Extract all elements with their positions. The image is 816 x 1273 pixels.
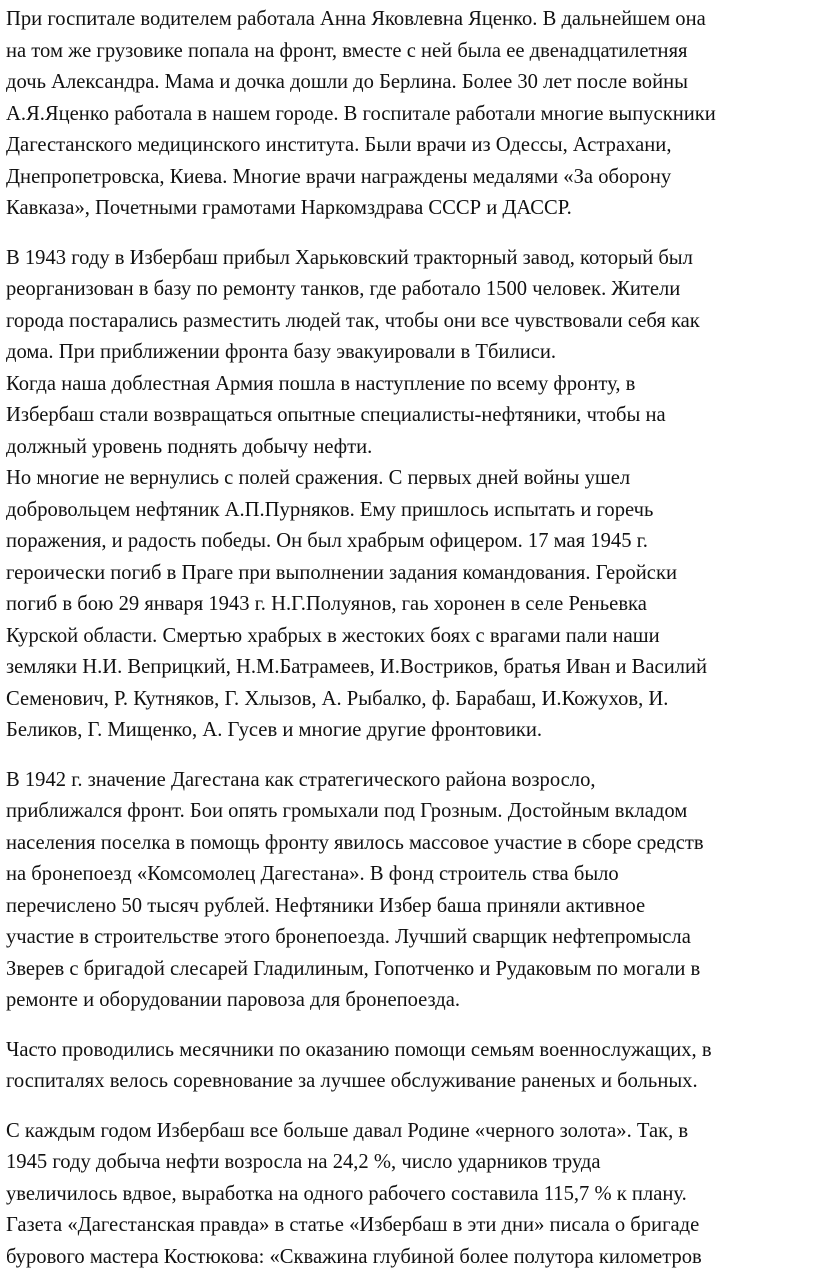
text-line: поражения, и радость победы. Он был храбрым офицером. 17 мая 1945 г.: [6, 526, 810, 558]
text-line: Дагестанского медицинского института. Были врачи из Одессы, Астрахани,: [6, 130, 810, 162]
text-line: населения поселка в помощь фронту явилось массовое участие в сборе средств: [6, 828, 810, 860]
paragraph-offensive: [6, 369, 810, 464]
text-line: Когда наша доблестная Армия пошла в наступление по всему фронту, в: [6, 369, 810, 401]
text-line: Кавказа», Почетными грамотами Наркомздрава СССР и ДАССР.: [6, 193, 810, 225]
paragraph-tractor-plant: [6, 243, 810, 369]
text-line: госпиталях велось соревнование за лучшее обслуживание раненых и больных.: [6, 1066, 810, 1098]
text-line: добровольцем нефтяник А.П.Пурняков. Ему пришлось испытать и горечь: [6, 495, 810, 527]
text-line: 1945 году добыча нефти возросла на 24,2 %, число ударников труда: [6, 1147, 810, 1179]
paragraph-oil-output: [6, 1116, 810, 1273]
text-line: Газета «Дагестанская правда» в статье «Избербаш в эти дни» писала о бригаде: [6, 1210, 810, 1242]
text-line: В 1943 году в Избербаш прибыл Харьковский тракторный завод, который был: [6, 243, 810, 275]
text-line: Курской области. Смертью храбрых в жестоких боях с врагами пали наши: [6, 621, 810, 653]
text-line: Беликов, Г. Мищенко, А. Гусев и многие другие фронтовики.: [6, 715, 810, 747]
text-line: дома. При приближении фронта базу эвакуировали в Тбилиси.: [6, 337, 810, 369]
text-line: города постарались разместить людей так, чтобы они все чувствовали себя как: [6, 306, 810, 338]
text-line: ремонте и оборудовании паровоза для бронепоезда.: [6, 985, 810, 1017]
text-line: А.Я.Яценко работала в нашем городе. В госпитале работали многие выпускники: [6, 99, 810, 131]
text-line: Избербаш стали возвращаться опытные специалисты-нефтяники, чтобы на: [6, 400, 810, 432]
text-line: Зверев с бригадой слесарей Гладилиным, Гопотченко и Рудаковым по могали в: [6, 954, 810, 986]
text-line: дочь Александра. Мама и дочка дошли до Берлина. Более 30 лет после войны: [6, 67, 810, 99]
text-line: перечислено 50 тысяч рублей. Нефтяники Избер баша приняли активное: [6, 891, 810, 923]
text-line: героически погиб в Праге при выполнении задания командования. Геройски: [6, 558, 810, 590]
text-line: реорганизован в базу по ремонту танков, где работало 1500 человек. Жители: [6, 274, 810, 306]
text-line: Семенович, Р. Кутняков, Г. Хлызов, А. Рыбалко, ф. Барабаш, И.Кожухов, И.: [6, 684, 810, 716]
text-line: участие в строительстве этого бронепоезда. Лучший сварщик нефтепромысла: [6, 922, 810, 954]
text-line: на бронепоезд «Комсомолец Дагестана». В фонд строитель ства было: [6, 859, 810, 891]
text-line: увеличилось вдвое, выработка на одного рабочего составила 115,7 % к плану.: [6, 1179, 810, 1211]
text-line: погиб в бою 29 января 1943 г. Н.Г.Полуянов, гаь хоронен в селе Реньевка: [6, 589, 810, 621]
text-line: земляки Н.И. Веприцкий, Н.М.Батрамеев, И.Востриков, братья Иван и Василий: [6, 652, 810, 684]
text-line: бурового мастера Костюкова: «Скважина глубиной более полутора километров: [6, 1242, 810, 1273]
text-line: В 1942 г. значение Дагестана как стратегического района возросло,: [6, 765, 810, 797]
text-line: Но многие не вернулись с полей сражения. С первых дней войны ушел: [6, 463, 810, 495]
text-line: При госпитале водителем работала Анна Яковлевна Яценко. В дальнейшем она: [6, 4, 810, 36]
text-line: Часто проводились месячники по оказанию помощи семьям военнослужащих, в: [6, 1035, 810, 1067]
text-line: должный уровень поднять добычу нефти.: [6, 432, 810, 464]
paragraph-fallen: [6, 463, 810, 747]
text-line: Днепропетровска, Киева. Многие врачи награждены медалями «За оборону: [6, 162, 810, 194]
text-line: на том же грузовике попала на фронт, вместе с ней была ее двенадцатилетняя: [6, 36, 810, 68]
paragraph-hospital: [6, 4, 810, 225]
text-line: С каждым годом Избербаш все больше давал Родине «черного золота». Так, в: [6, 1116, 810, 1148]
text-line: приближался фронт. Бои опять громыхали под Грозным. Достойным вкладом: [6, 796, 810, 828]
paragraph-monthly-aid: [6, 1035, 810, 1098]
paragraph-armored-train: [6, 765, 810, 1017]
